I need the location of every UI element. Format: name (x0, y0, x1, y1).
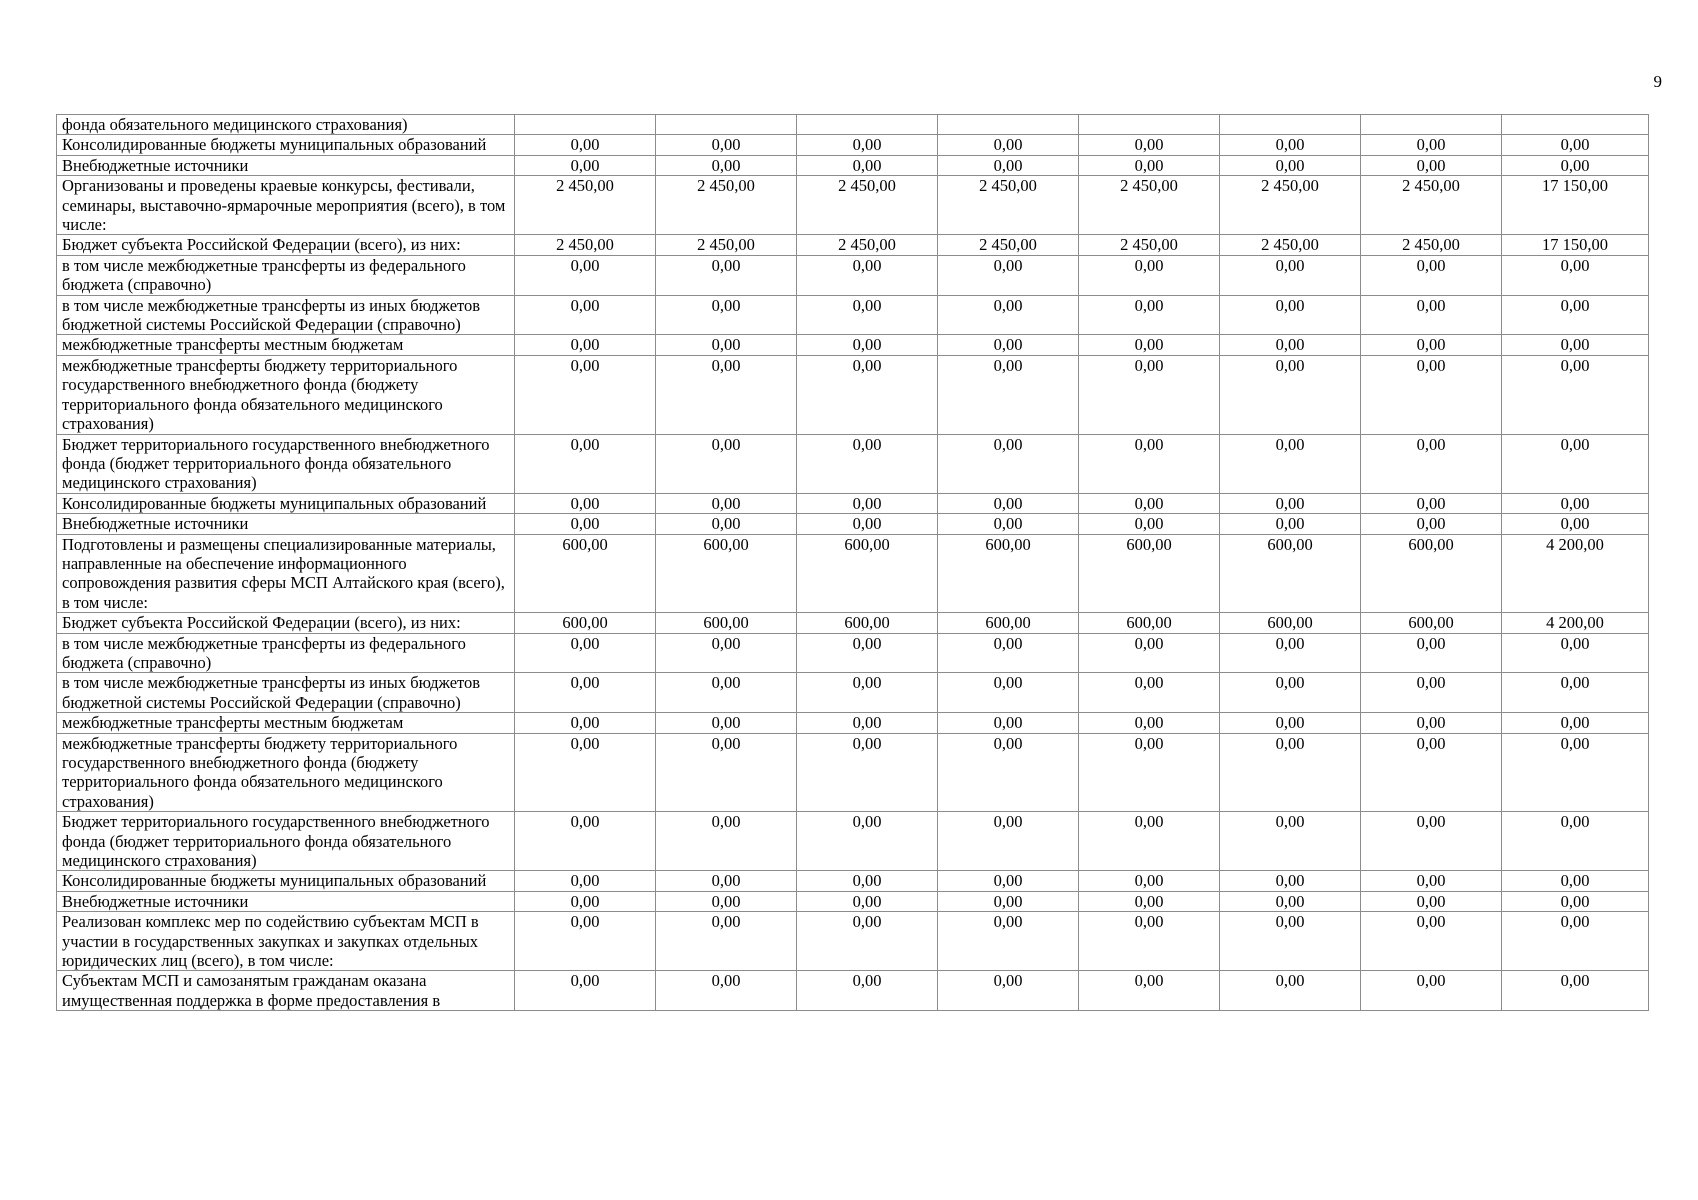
value-cell: 600,00 (938, 534, 1079, 613)
value-cell: 0,00 (515, 255, 656, 295)
row-label: межбюджетные трансферты бюджету территориального государственного внебюджетного фонда (бюджету территориального фонда обязательного медицинского страхования) (57, 355, 515, 434)
value-cell: 0,00 (1079, 355, 1220, 434)
value-cell: 0,00 (797, 891, 938, 911)
table-row (57, 176, 1649, 235)
value-cell: 2 450,00 (1361, 176, 1502, 235)
value-cell: 0,00 (515, 971, 656, 1011)
value-cell: 0,00 (1220, 155, 1361, 175)
value-cell: 600,00 (1220, 613, 1361, 633)
value-cell: 0,00 (515, 355, 656, 434)
value-cell: 0,00 (515, 891, 656, 911)
row-label: Бюджет территориального государственного внебюджетного фонда (бюджет территориального фонда обязательного медицинского страхования) (57, 434, 515, 493)
table-row (57, 912, 1649, 971)
value-cell: 2 450,00 (1361, 235, 1502, 255)
value-cell: 0,00 (1361, 713, 1502, 733)
value-cell: 0,00 (797, 295, 938, 335)
total-cell: 0,00 (1502, 713, 1649, 733)
value-cell: 0,00 (515, 135, 656, 155)
value-cell: 0,00 (1220, 713, 1361, 733)
table-row (57, 812, 1649, 871)
value-cell: 0,00 (1079, 514, 1220, 534)
value-cell: 0,00 (1361, 733, 1502, 812)
total-cell: 0,00 (1502, 912, 1649, 971)
value-cell: 0,00 (515, 335, 656, 355)
value-cell: 0,00 (1361, 434, 1502, 493)
value-cell: 2 450,00 (515, 235, 656, 255)
value-cell: 0,00 (1361, 871, 1502, 891)
value-cell: 0,00 (797, 493, 938, 513)
total-cell: 0,00 (1502, 493, 1649, 513)
total-cell: 0,00 (1502, 633, 1649, 673)
value-cell: 0,00 (656, 355, 797, 434)
value-cell: 0,00 (797, 633, 938, 673)
row-label: межбюджетные трансферты местным бюджетам (57, 713, 515, 733)
value-cell: 0,00 (1079, 135, 1220, 155)
value-cell: 2 450,00 (1220, 176, 1361, 235)
value-cell: 0,00 (656, 434, 797, 493)
value-cell: 0,00 (938, 335, 1079, 355)
value-cell: 0,00 (1079, 155, 1220, 175)
table-row (57, 713, 1649, 733)
value-cell: 600,00 (797, 534, 938, 613)
value-cell: 2 450,00 (938, 235, 1079, 255)
total-cell: 0,00 (1502, 514, 1649, 534)
value-cell: 2 450,00 (656, 176, 797, 235)
value-cell: 0,00 (797, 971, 938, 1011)
value-cell: 0,00 (1220, 355, 1361, 434)
total-cell: 0,00 (1502, 355, 1649, 434)
value-cell: 0,00 (1220, 335, 1361, 355)
value-cell (515, 115, 656, 135)
value-cell: 0,00 (515, 493, 656, 513)
value-cell: 0,00 (515, 673, 656, 713)
value-cell: 0,00 (1079, 673, 1220, 713)
row-label: в том числе межбюджетные трансферты из федерального бюджета (справочно) (57, 255, 515, 295)
value-cell: 600,00 (515, 534, 656, 613)
value-cell: 0,00 (1220, 673, 1361, 713)
value-cell: 0,00 (938, 514, 1079, 534)
value-cell: 0,00 (656, 971, 797, 1011)
value-cell: 0,00 (1220, 871, 1361, 891)
table-row (57, 871, 1649, 891)
value-cell (1361, 115, 1502, 135)
value-cell: 0,00 (938, 633, 1079, 673)
value-cell: 0,00 (797, 135, 938, 155)
value-cell: 0,00 (1220, 891, 1361, 911)
value-cell: 0,00 (1079, 912, 1220, 971)
value-cell: 0,00 (797, 335, 938, 355)
value-cell: 0,00 (1220, 812, 1361, 871)
value-cell: 0,00 (515, 713, 656, 733)
table-row (57, 155, 1649, 175)
value-cell: 2 450,00 (1079, 235, 1220, 255)
value-cell (1220, 115, 1361, 135)
value-cell: 0,00 (1079, 812, 1220, 871)
page-number: 9 (1653, 72, 1662, 91)
table-row (57, 613, 1649, 633)
value-cell: 0,00 (1079, 891, 1220, 911)
row-label: Организованы и проведены краевые конкурсы, фестивали, семинары, выставочно-ярмарочные мероприятия (всего), в том числе: (57, 176, 515, 235)
table-row (57, 514, 1649, 534)
table-row (57, 971, 1649, 1011)
value-cell: 0,00 (1220, 912, 1361, 971)
table-row (57, 673, 1649, 713)
row-label: Бюджет субъекта Российской Федерации (всего), из них: (57, 613, 515, 633)
value-cell (938, 115, 1079, 135)
value-cell: 0,00 (938, 434, 1079, 493)
value-cell: 0,00 (938, 871, 1079, 891)
total-cell: 17 150,00 (1502, 235, 1649, 255)
value-cell: 0,00 (656, 335, 797, 355)
value-cell: 2 450,00 (938, 176, 1079, 235)
value-cell: 0,00 (1361, 971, 1502, 1011)
table-row (57, 335, 1649, 355)
total-cell: 0,00 (1502, 135, 1649, 155)
value-cell: 0,00 (656, 295, 797, 335)
value-cell: 0,00 (797, 434, 938, 493)
value-cell: 600,00 (1361, 534, 1502, 613)
value-cell: 0,00 (1361, 633, 1502, 673)
value-cell: 0,00 (1220, 514, 1361, 534)
row-label: Реализован комплекс мер по содействию субъектам МСП в участии в государственных закупках и закупках отдельных юридических лиц (всего), в том числе: (57, 912, 515, 971)
value-cell: 0,00 (938, 673, 1079, 713)
value-cell (656, 115, 797, 135)
value-cell: 600,00 (656, 534, 797, 613)
table-row (57, 534, 1649, 613)
value-cell: 0,00 (797, 871, 938, 891)
value-cell: 0,00 (938, 812, 1079, 871)
value-cell: 2 450,00 (797, 176, 938, 235)
total-cell: 0,00 (1502, 733, 1649, 812)
value-cell: 0,00 (656, 812, 797, 871)
value-cell: 0,00 (797, 812, 938, 871)
row-label: Субъектам МСП и самозанятым гражданам оказана имущественная поддержка в форме предоставления в (57, 971, 515, 1011)
table-row (57, 235, 1649, 255)
value-cell: 0,00 (1079, 871, 1220, 891)
value-cell: 0,00 (1079, 295, 1220, 335)
value-cell: 0,00 (1079, 335, 1220, 355)
row-label: Подготовлены и размещены специализированные материалы, направленные на обеспечение информационного сопровождения развития сферы МСП Алтайского края (всего), в том числе: (57, 534, 515, 613)
value-cell: 0,00 (656, 493, 797, 513)
value-cell: 0,00 (1361, 673, 1502, 713)
row-label: межбюджетные трансферты местным бюджетам (57, 335, 515, 355)
value-cell: 0,00 (656, 871, 797, 891)
value-cell: 0,00 (797, 355, 938, 434)
value-cell: 0,00 (938, 255, 1079, 295)
row-label: Консолидированные бюджеты муниципальных образований (57, 493, 515, 513)
value-cell: 0,00 (938, 713, 1079, 733)
value-cell: 0,00 (1220, 295, 1361, 335)
row-label: Внебюджетные источники (57, 514, 515, 534)
row-label: Внебюджетные источники (57, 891, 515, 911)
value-cell: 600,00 (797, 613, 938, 633)
row-label: фонда обязательного медицинского страхования) (57, 115, 515, 135)
value-cell: 0,00 (515, 434, 656, 493)
total-cell: 0,00 (1502, 971, 1649, 1011)
table-row (57, 295, 1649, 335)
total-cell: 4 200,00 (1502, 534, 1649, 613)
total-cell: 0,00 (1502, 871, 1649, 891)
total-cell: 0,00 (1502, 673, 1649, 713)
value-cell: 0,00 (938, 891, 1079, 911)
value-cell: 0,00 (656, 633, 797, 673)
value-cell: 0,00 (1361, 812, 1502, 871)
value-cell: 0,00 (1220, 135, 1361, 155)
value-cell: 600,00 (515, 613, 656, 633)
value-cell: 0,00 (1361, 912, 1502, 971)
value-cell: 0,00 (1079, 733, 1220, 812)
row-label: Внебюджетные источники (57, 155, 515, 175)
value-cell: 0,00 (797, 673, 938, 713)
value-cell: 0,00 (1361, 335, 1502, 355)
value-cell: 2 450,00 (1079, 176, 1220, 235)
value-cell: 0,00 (656, 514, 797, 534)
value-cell: 0,00 (1220, 633, 1361, 673)
total-cell: 0,00 (1502, 812, 1649, 871)
table-row (57, 115, 1649, 135)
value-cell: 0,00 (1079, 493, 1220, 513)
table-row (57, 434, 1649, 493)
value-cell: 0,00 (1220, 971, 1361, 1011)
total-cell (1502, 115, 1649, 135)
value-cell: 0,00 (1361, 355, 1502, 434)
value-cell: 0,00 (1361, 255, 1502, 295)
table-row (57, 355, 1649, 434)
value-cell: 0,00 (515, 912, 656, 971)
value-cell (1079, 115, 1220, 135)
value-cell: 0,00 (656, 912, 797, 971)
value-cell: 600,00 (1079, 534, 1220, 613)
row-label: в том числе межбюджетные трансферты из иных бюджетов бюджетной системы Российской Федерации (справочно) (57, 295, 515, 335)
value-cell (797, 115, 938, 135)
row-label: Бюджет территориального государственного внебюджетного фонда (бюджет территориального фонда обязательного медицинского страхования) (57, 812, 515, 871)
value-cell: 0,00 (938, 355, 1079, 434)
value-cell: 0,00 (797, 514, 938, 534)
value-cell: 0,00 (1079, 434, 1220, 493)
value-cell: 0,00 (1361, 295, 1502, 335)
value-cell: 0,00 (515, 155, 656, 175)
value-cell: 0,00 (656, 135, 797, 155)
row-label: в том числе межбюджетные трансферты из иных бюджетов бюджетной системы Российской Федерации (справочно) (57, 673, 515, 713)
value-cell: 0,00 (938, 295, 1079, 335)
value-cell: 0,00 (938, 135, 1079, 155)
value-cell: 0,00 (938, 493, 1079, 513)
value-cell: 0,00 (515, 295, 656, 335)
value-cell: 0,00 (938, 733, 1079, 812)
value-cell: 2 450,00 (797, 235, 938, 255)
total-cell: 0,00 (1502, 335, 1649, 355)
row-label: Бюджет субъекта Российской Федерации (всего), из них: (57, 235, 515, 255)
table-row (57, 733, 1649, 812)
value-cell: 0,00 (797, 255, 938, 295)
table-row (57, 135, 1649, 155)
value-cell: 0,00 (797, 713, 938, 733)
table-row (57, 891, 1649, 911)
value-cell: 0,00 (938, 971, 1079, 1011)
value-cell: 600,00 (1079, 613, 1220, 633)
row-label: в том числе межбюджетные трансферты из федерального бюджета (справочно) (57, 633, 515, 673)
total-cell: 0,00 (1502, 295, 1649, 335)
value-cell: 2 450,00 (515, 176, 656, 235)
value-cell: 0,00 (1361, 493, 1502, 513)
value-cell: 0,00 (515, 812, 656, 871)
value-cell: 0,00 (1361, 155, 1502, 175)
table-row (57, 255, 1649, 295)
value-cell: 0,00 (1079, 971, 1220, 1011)
value-cell: 0,00 (938, 912, 1079, 971)
value-cell: 0,00 (515, 514, 656, 534)
total-cell: 4 200,00 (1502, 613, 1649, 633)
total-cell: 0,00 (1502, 434, 1649, 493)
total-cell: 0,00 (1502, 155, 1649, 175)
value-cell: 0,00 (797, 912, 938, 971)
value-cell: 0,00 (656, 673, 797, 713)
value-cell: 0,00 (656, 891, 797, 911)
value-cell: 600,00 (938, 613, 1079, 633)
value-cell: 0,00 (1361, 514, 1502, 534)
row-label: межбюджетные трансферты бюджету территориального государственного внебюджетного фонда (бюджету территориального фонда обязательного медицинского страхования) (57, 733, 515, 812)
value-cell: 0,00 (656, 255, 797, 295)
value-cell: 0,00 (515, 733, 656, 812)
value-cell: 0,00 (1220, 255, 1361, 295)
table-body (57, 115, 1649, 1011)
value-cell: 0,00 (656, 713, 797, 733)
value-cell: 0,00 (938, 155, 1079, 175)
value-cell: 0,00 (1361, 135, 1502, 155)
budget-table (56, 114, 1649, 1011)
table-row (57, 633, 1649, 673)
row-label: Консолидированные бюджеты муниципальных образований (57, 135, 515, 155)
total-cell: 17 150,00 (1502, 176, 1649, 235)
total-cell: 0,00 (1502, 255, 1649, 295)
value-cell: 600,00 (1361, 613, 1502, 633)
value-cell: 0,00 (797, 733, 938, 812)
value-cell: 0,00 (656, 155, 797, 175)
table-row (57, 493, 1649, 513)
value-cell: 0,00 (1079, 633, 1220, 673)
value-cell: 0,00 (1079, 255, 1220, 295)
value-cell: 0,00 (797, 155, 938, 175)
value-cell: 0,00 (1220, 733, 1361, 812)
value-cell: 0,00 (1220, 434, 1361, 493)
value-cell: 2 450,00 (1220, 235, 1361, 255)
value-cell: 0,00 (515, 633, 656, 673)
total-cell: 0,00 (1502, 891, 1649, 911)
value-cell: 2 450,00 (656, 235, 797, 255)
value-cell: 0,00 (1079, 713, 1220, 733)
row-label: Консолидированные бюджеты муниципальных образований (57, 871, 515, 891)
value-cell: 600,00 (1220, 534, 1361, 613)
value-cell: 0,00 (515, 871, 656, 891)
value-cell: 600,00 (656, 613, 797, 633)
value-cell: 0,00 (656, 733, 797, 812)
value-cell: 0,00 (1220, 493, 1361, 513)
value-cell: 0,00 (1361, 891, 1502, 911)
